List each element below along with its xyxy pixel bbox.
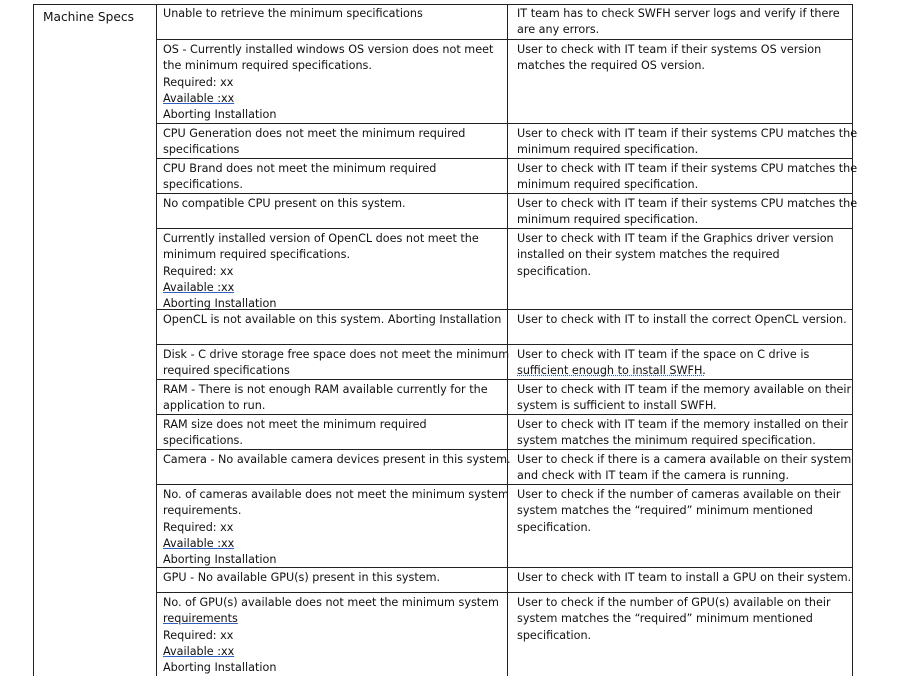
- issue-line: GPU - No available GPU(s) present in this system.: [163, 571, 441, 584]
- table-row: [156, 449, 853, 485]
- issue-line: RAM size does not meet the minimum required: [163, 418, 427, 431]
- action-line: User to check if the number of cameras available on their: [517, 488, 841, 501]
- issue-line: CPU Generation does not meet the minimum required: [163, 127, 466, 140]
- table-row: [156, 379, 853, 415]
- issue-line: requirements.: [163, 504, 242, 518]
- issue-line: application to run.: [163, 399, 266, 413]
- action-cell: [517, 6, 840, 39]
- issue-cell: [163, 452, 511, 468]
- action-line: minimum required specification.: [517, 143, 699, 157]
- action-line: specification.: [517, 628, 592, 642]
- action-cell: [517, 42, 821, 75]
- issue-cell: [163, 312, 501, 328]
- table-row: [156, 39, 853, 124]
- issue-line: No compatible CPU present on this system.: [163, 197, 406, 210]
- action-cell: [517, 417, 848, 450]
- issue-line: Required: xx: [163, 75, 234, 89]
- issue-line: No. of GPU(s) available does not meet the minimum system: [163, 596, 499, 609]
- issue-line: specifications.: [163, 434, 243, 448]
- issue-line: specifications.: [163, 178, 243, 192]
- issue-line: Aborting Installation: [163, 553, 277, 567]
- issue-line: Aborting Installation: [163, 661, 277, 675]
- action-line: User to check with IT team if their systems OS version: [517, 43, 822, 56]
- action-line: User to check if the number of GPU(s) available on their: [517, 596, 831, 609]
- action-line: matches the required OS version.: [517, 59, 705, 73]
- action-cell: [517, 570, 851, 586]
- issue-line: Required: xx: [163, 264, 234, 278]
- issue-cell: [163, 570, 440, 586]
- action-line: User to check with IT team if their systems CPU matches the: [517, 162, 858, 175]
- issue-cell: [163, 161, 436, 194]
- issue-line: CPU Brand does not meet the minimum required: [163, 162, 437, 175]
- issue-cell: [163, 6, 423, 22]
- action-line: User to check with IT team to install a GPU on their system.: [517, 571, 852, 584]
- action-line: IT team has to check SWFH server logs and verify if there: [517, 7, 840, 20]
- issue-line: the minimum required specifications.: [163, 59, 372, 73]
- action-cell: [517, 196, 857, 229]
- action-line: User to check with IT team if the memory installed on their: [517, 418, 849, 431]
- issue-line: Unable to retrieve the minimum specifications: [163, 7, 423, 20]
- issue-line: RAM - There is not enough RAM available currently for the: [163, 383, 488, 396]
- action-cell: [517, 161, 857, 194]
- issue-line: required specifications: [163, 364, 290, 378]
- action-line: system matches the “required” minimum mentioned: [517, 612, 813, 626]
- issue-cell: [163, 347, 509, 380]
- action-cell: [517, 382, 851, 415]
- action-line: specification.: [517, 264, 592, 278]
- action-line: User to check with IT team if the Graphics driver version: [517, 232, 834, 245]
- table-row: [156, 484, 853, 568]
- table-row: [156, 344, 853, 380]
- issue-cell: [163, 126, 465, 159]
- issue-line: Available :xx: [163, 644, 235, 658]
- action-line: User to check with IT team if the space on C drive is: [517, 348, 810, 361]
- issue-line: Aborting Installation: [163, 297, 277, 311]
- issue-cell: [163, 196, 406, 212]
- table-row: [156, 4, 853, 39]
- issue-line: Aborting Installation: [163, 108, 277, 122]
- issue-cell: [163, 595, 499, 676]
- action-line: User to check with IT team if the memory available on their: [517, 383, 852, 396]
- issue-cell: [163, 487, 509, 568]
- issue-line: Camera - No available camera devices present in this system.: [163, 453, 511, 466]
- issue-line: OpenCL is not available on this system. Aborting Installation: [163, 313, 502, 326]
- issue-cell: [163, 417, 427, 450]
- action-cell: [517, 595, 831, 644]
- section-label: Machine Specs: [43, 10, 134, 24]
- action-line: User to check if there is a camera available on their system: [517, 453, 852, 466]
- issue-line: Available :xx: [163, 536, 235, 550]
- table-row: [156, 309, 853, 345]
- action-line: User to check with IT to install the correct OpenCL version.: [517, 313, 847, 326]
- action-line: system matches the “required” minimum mentioned: [517, 504, 813, 518]
- table-row: [156, 592, 853, 677]
- issue-line: Available :xx: [163, 280, 235, 294]
- table-row: [156, 567, 853, 593]
- issue-line: No. of cameras available does not meet the minimum system: [163, 488, 509, 501]
- action-line: installed on their system matches the required: [517, 248, 780, 262]
- issue-line: OS - Currently installed windows OS version does not meet: [163, 43, 494, 56]
- action-line: User to check with IT team if their systems CPU matches the: [517, 197, 858, 210]
- issue-line: Currently installed version of OpenCL does not meet the: [163, 232, 479, 245]
- action-line: minimum required specification.: [517, 178, 699, 192]
- action-line: system is sufficient to install SWFH.: [517, 399, 717, 413]
- table-row: [156, 158, 858, 194]
- action-line: specification.: [517, 520, 592, 534]
- issue-line: Required: xx: [163, 520, 234, 534]
- action-cell: [517, 452, 851, 485]
- action-line: User to check with IT team if their systems CPU matches the: [517, 127, 858, 140]
- issue-line: Disk - C drive storage free space does not meet the minimum: [163, 348, 510, 361]
- issue-cell: [163, 382, 488, 415]
- table-row: [156, 193, 858, 229]
- action-cell: [517, 487, 840, 536]
- action-line: system matches the minimum required specification.: [517, 434, 816, 448]
- table-row: [156, 228, 853, 310]
- action-cell: [517, 312, 847, 328]
- action-cell: [517, 347, 809, 380]
- issue-cell: [163, 231, 479, 312]
- issue-line: minimum required specifications.: [163, 248, 351, 262]
- table-row: [156, 123, 858, 159]
- table-left-border: [33, 4, 34, 676]
- table-row: [156, 414, 853, 450]
- issue-line: specifications: [163, 143, 240, 157]
- issue-line: Required: xx: [163, 628, 234, 642]
- issue-line: Available :xx: [163, 91, 235, 105]
- action-line: sufficient enough to install SWFH.: [517, 364, 706, 378]
- action-cell: [517, 126, 857, 159]
- action-line: minimum required specification.: [517, 213, 699, 227]
- action-line: and check with IT team if the camera is running.: [517, 469, 790, 483]
- action-line: are any errors.: [517, 23, 600, 37]
- action-cell: [517, 231, 834, 280]
- issue-cell: [163, 42, 493, 123]
- issue-line: requirements: [163, 612, 238, 626]
